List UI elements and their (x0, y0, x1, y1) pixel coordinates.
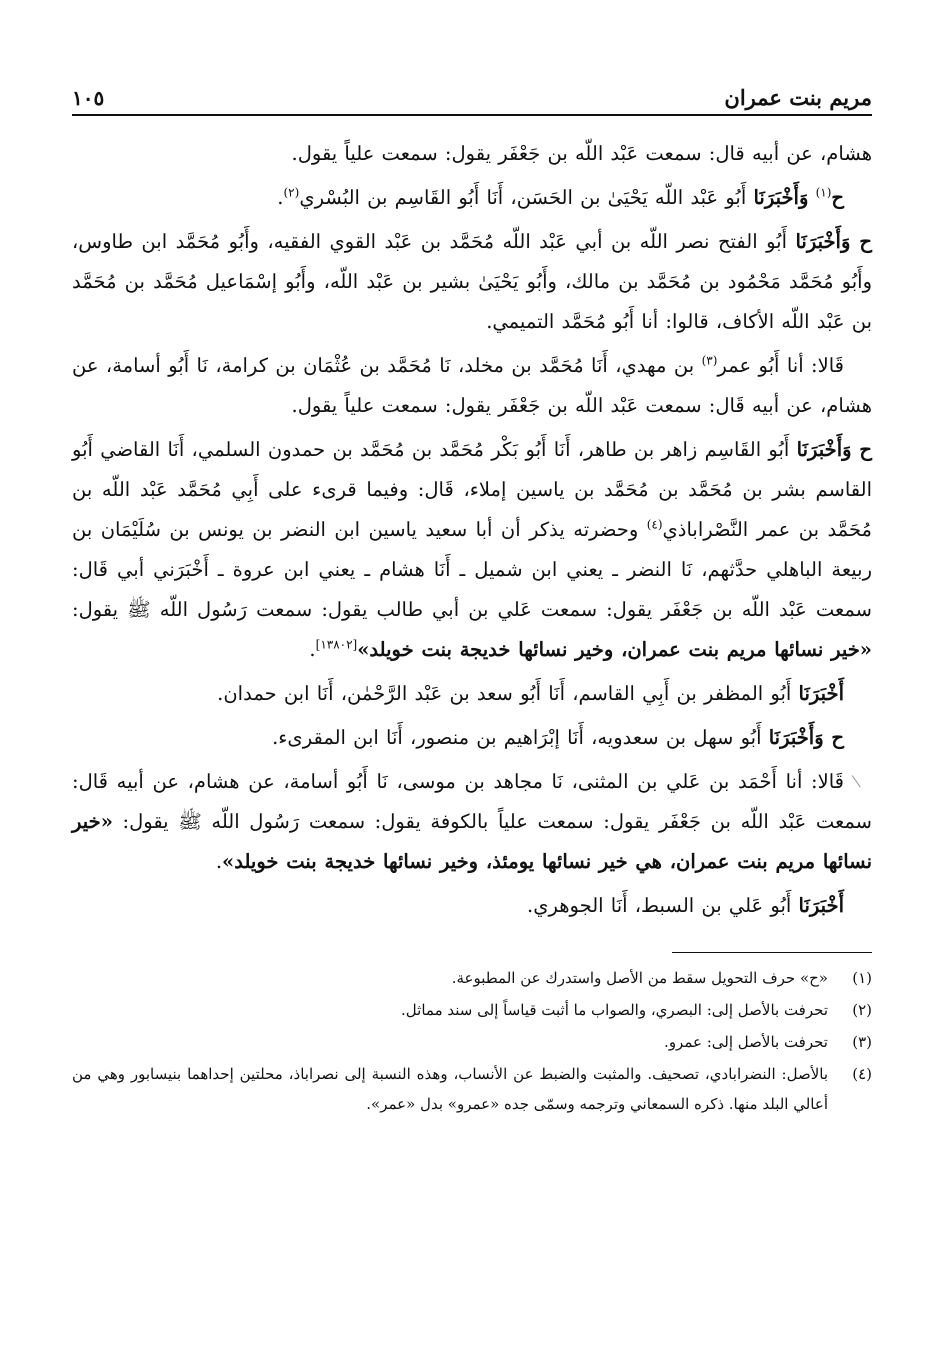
footnote-number: (٣) (852, 1033, 872, 1051)
text-run: . (309, 638, 316, 661)
paragraph (72, 762, 872, 882)
keyword: أَخْبَرَنَا (798, 894, 844, 917)
keyword: ح وَأَخْبَرَنَا (768, 726, 844, 749)
footnote-text: بالأصل: النضرابادي، تصحيف. والمثبت والضبط عن الأنساب، وهذه النسبة إلى نصراباذ، محلتين إحداهما بنيسابور وهي من أعالي البلد منها. ذكره السمعاني وترجمه وسمّى جده «عمرو» بدل «عمر». (72, 1065, 828, 1113)
paragraph (72, 430, 872, 670)
paragraph (72, 718, 872, 758)
text-run: وحضرته يذكر أن أبا سعيد ياسين ابن النضر بن يونس بن سُلَيْمَان بن ربيعة الباهلي حدَّثهم، نَا النضر ـ يعني ابن شميل ـ أَنَا هشام ـ يعني ابن عروة ـ أَخْبَرَني أبي قَال: سمعت عَبْد اللّه بن جَعْفَر يقول: سمعت عَلي بن أبي طالب يقول: سمعت رَسُول اللّه ﷺ يقول: (72, 518, 872, 621)
text-run: أَبُو سهل بن سعدويه، أَنَا إبْرَاهيم بن منصور، أَنَا ابن المقرىء. (272, 726, 769, 749)
hadith-quote: «خير نسائها مريم بنت عمران، هي خير نسائها يومئذ، وخير نسائها خديجة بنت خويلد» (72, 810, 872, 873)
text-run: قَالا: أنا أَبُو عمر (717, 354, 844, 377)
footnote (72, 995, 872, 1025)
footnote-ref: (٣) (701, 353, 718, 368)
footnote-text: تحرفت بالأصل إلى: عمرو. (664, 1033, 828, 1051)
footnote-ref: [١٣٨٠٢] (315, 637, 358, 652)
keyword: وَأَخْبَرَنَا (753, 186, 809, 209)
document-page (72, 72, 872, 1121)
keyword: ح وَأَخْبَرَنَا (796, 438, 872, 461)
text-run: أَبُو عَلي بن السبط، أَنَا الجوهري. (527, 894, 799, 917)
paragraph (72, 222, 872, 342)
footnote-number: (٤) (852, 1065, 872, 1083)
page-number: ١٠٥ (72, 86, 105, 110)
paragraph (72, 134, 872, 174)
text-run: هشام، عن أبيه قال: سمعت عَبْد اللّه بن جَعْفَر يقول: سمعت علياً يقول. (291, 142, 872, 165)
footnote (72, 1059, 872, 1119)
text-run: أَبُو الفتح نصر اللّه بن أبي عَبْد اللّه مُحَمَّد بن عَبْد القوي الفقيه، وأَبُو مُحَمَّد ابن طاوس، وأَبُو مُحَمَّد مَحْمُود بن مُحَمَّد بن مالك، وأَبُو يَحْيَىٰ بشير بن عَبْد اللّه، وأَبُو إسْمَاعيل مُحَمَّد بن مُحَمَّد بن عَبْد اللّه الأكاف، قالوا: أنا أَبُو مُحَمَّد التميمي. (72, 230, 872, 333)
footnote-ref: (٤) (646, 517, 663, 532)
text-run: . (277, 186, 284, 209)
main-text (72, 134, 872, 926)
footnote-number: (٢) (852, 1001, 872, 1019)
footnote-ref: (٢) (283, 185, 300, 200)
footnote-ref: (١) (815, 185, 832, 200)
paragraph (72, 346, 872, 426)
text-run: أَبُو المظفر بن أَبِي القاسم، أَنَا أَبُو سعد بن عَبْد الرَّحْمٰن، أَنَا ابن حمدان. (217, 682, 799, 705)
paragraph (72, 886, 872, 926)
footnote (72, 1027, 872, 1057)
keyword: أَخْبَرَنَا (798, 682, 844, 705)
running-title: مريم بنت عمران (724, 85, 872, 110)
text-run: . (215, 850, 223, 873)
footnote-text: «ح» حرف التحويل سقط من الأصل واستدرك عن المطبوعة. (451, 969, 828, 987)
footnotes (72, 963, 872, 1119)
footnote-text: تحرفت بالأصل إلى: البصري، والصواب ما أثبت قياساً إلى سند مماثل. (401, 1001, 828, 1019)
text-run: قَالا: أنا أَحْمَد بن عَلي بن المثنى، نَا مجاهد بن موسى، نَا أَبُو أسامة، عن هشام، عن أبيه قَال: سمعت عَبْد اللّه بن جَعْفَر يقول: سمعت علياً بالكوفة يقول: سمعت رَسُول اللّه ﷺ يقول: (72, 770, 872, 833)
paragraph (72, 674, 872, 714)
footnote (72, 963, 872, 993)
text-run (808, 186, 815, 209)
text-run: أَبُو عَبْد اللّه يَحْيَىٰ بن الحَسَن، أَنَا أَبُو القَاسِم بن البُسْري (299, 186, 754, 209)
text-run: أَبُو القَاسِم زاهر بن طاهر، أَنَا أَبُو بَكْر مُحَمَّد بن مُحَمَّد بن حمدون السلمي، أَنَا القاضي أَبُو القاسم بشر بن مُحَمَّد بن مُحَمَّد بن ياسين إملاء، قَال: وفيما قرىء على أَبِي مُحَمَّد عَبْد اللّه بن مُحَمَّد بن عمر النَّصْراباذي (72, 438, 872, 541)
paragraph (72, 178, 872, 218)
text-run: بن مهدي، أَنَا مُحَمَّد بن مخلد، نَا مُحَمَّد بن عُثْمَان بن كرامة، نَا أَبُو أسامة، عن هشام، عن أبيه قَال: سمعت عَبْد اللّه بن جَعْفَر يقول: سمعت علياً يقول. (72, 354, 872, 417)
page-header (72, 72, 872, 116)
footnote-number: (١) (852, 969, 872, 987)
keyword: ح (831, 186, 844, 209)
keyword: ح وَأَخْبَرَنَا (795, 230, 873, 253)
hadith-quote: «خير نسائها مريم بنت عمران، وخير نسائها خديجة بنت خويلد» (357, 638, 872, 661)
footnote-divider (672, 952, 872, 953)
